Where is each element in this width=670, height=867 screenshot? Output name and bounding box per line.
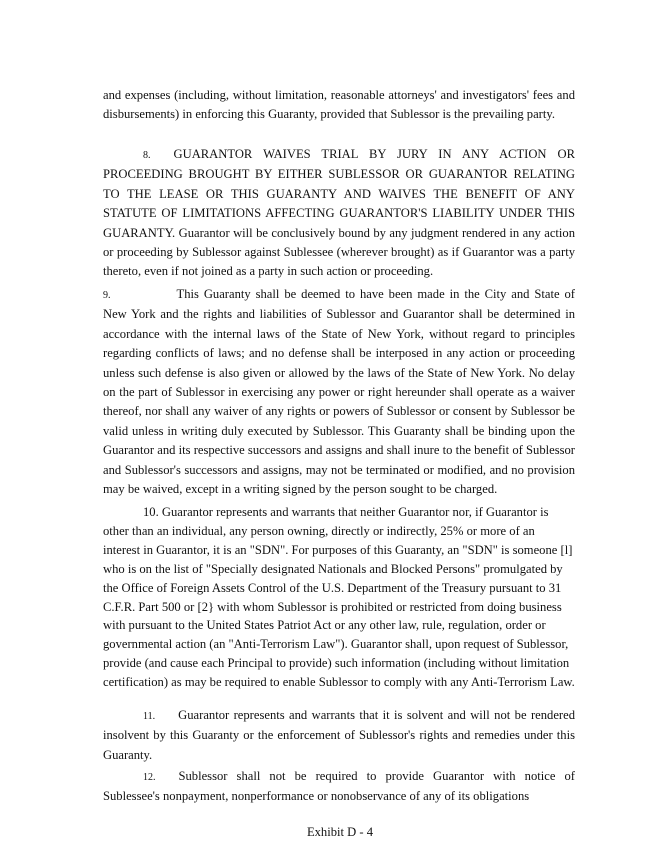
section-9-text: This Guaranty shall be deemed to have been made in the City and State of New York and the rights and liabilities of Sublessor and Guarantor shall be determined in accordance with the internal laws of the State of New York, without regard to principles regarding conflicts of laws; and no defense shall be interposed in any action or proceeding unless such defense is also given or allowed by the laws of the State of New York. No delay on the part of Sublessor in exercising any power or right hereunder shall operate as a waiver thereof, nor shall any waiver of any rights or powers of Sublessor or consent by Sublessor be valid unless in writing duly executed by Sublessor. This Guaranty shall be binding upon the Guarantor and its respective successors and assigns and shall inure to the benefit of Sublessor and Sublessor's successors and assigns, may not be terminated or modified, and no provision may be waived, except in a writing signed by the person sought to be charged. bbox=[103, 287, 575, 497]
section-8 bbox=[103, 145, 575, 282]
section-10-text: Guarantor represents and warrants that neither Guarantor nor, if Guarantor is other than an individual, any person owning, directly or indirectly, 25% or more of an interest in Guarantor, it is an "SDN". For purposes of this Guaranty, an "SDN" is someone [l] who is on the list of "Specially designated Nationals and Blocked Persons" promulgated by the Office of Foreign Assets Control of the U.S. Department of the Treasury pursuant to 31 C.F.R. Part 500 or [2} with whom Sublessor is prohibited or restricted from doing business with pursuant to the United States Patriot Act or any other law, rule, regulation, order or governmental action (an "Anti-Terrorism Law"). Guarantor shall, upon request of Sublessor, provide (and cause each Principal to provide) such information (including without limitation certification) as may be required to enable Sublessor to comply with any Anti-Terrorism Law. bbox=[103, 505, 575, 690]
section-11-text: Guarantor represents and warrants that it is solvent and will not be rendered insolvent by this Guaranty or the enforcement of Sublessor's rights and remedies under this Guaranty. bbox=[103, 708, 575, 762]
section-8-number: 8. bbox=[143, 150, 151, 161]
section-11-number: 11. bbox=[143, 711, 156, 722]
section-8-text: GUARANTOR WAIVES TRIAL BY JURY IN ANY ACTION OR PROCEEDING BROUGHT BY EITHER SUBLESSOR OR GUARANTOR RELATING TO THE LEASE OR THIS GUARANTY AND WAIVES THE BENEFIT OF ANY STATUTE OF LIMITATIONS AFFECTING GUARANTOR'S LIABILITY UNDER THIS GUARANTY. Guarantor will be conclusively bound by any judgment rendered in any action or proceeding by Sublessor against Sublessee (wherever brought) as if Guarantor was a party thereto, even if not joined as a party in such action or proceeding. bbox=[103, 147, 575, 279]
page-footer: Exhibit D - 4 bbox=[306, 825, 374, 839]
section-12-text: Sublessor shall not be required to provide Guarantor with notice of Sublessee's nonpayment, nonperformance or nonobservance of any of its obligations bbox=[103, 769, 575, 804]
section-12-number: 12. bbox=[143, 772, 156, 783]
section-9-number: 9. bbox=[103, 290, 111, 301]
paragraph-continuation: and expenses (including, without limitation, reasonable attorneys' and investigators' fees and disbursements) in enforcing this Guaranty, provided that Sublessor is the prevailing party. bbox=[103, 88, 575, 122]
section-12 bbox=[103, 767, 575, 807]
section-9 bbox=[103, 285, 575, 499]
section-10-number: 10. bbox=[143, 505, 159, 519]
section-11 bbox=[103, 706, 575, 765]
section-10 bbox=[103, 503, 575, 692]
